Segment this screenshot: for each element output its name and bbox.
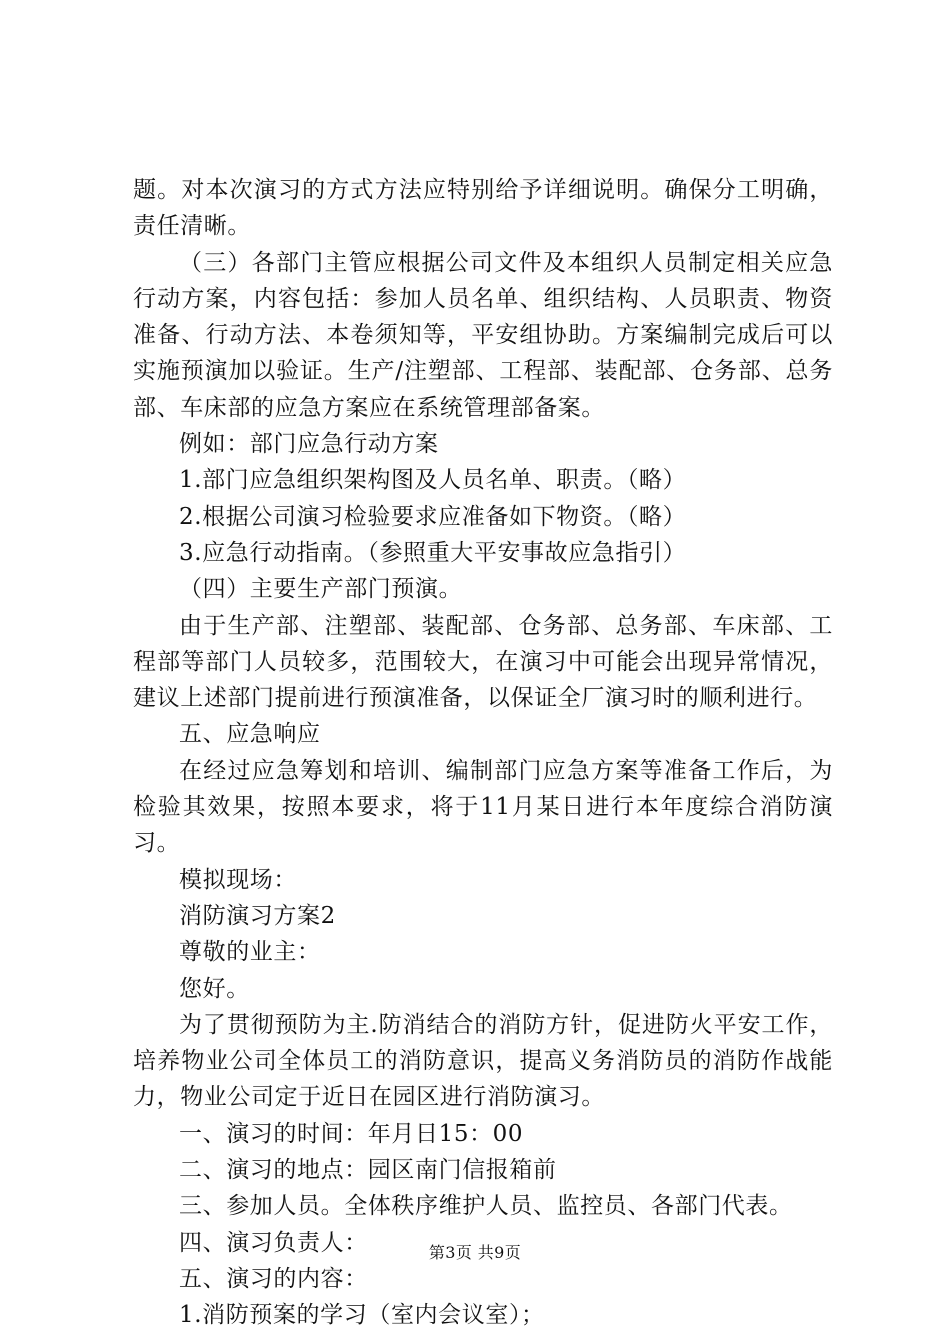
section-heading: 五、应急响应	[179, 721, 321, 748]
list-item: 1.部门应急组织架构图及人员名单、职责。（略）	[179, 467, 687, 494]
list-item: 三、参加人员。全体秩序维护人员、监控员、各部门代表。	[179, 1193, 793, 1220]
list-item: 五、演习的内容：	[179, 1265, 368, 1292]
list-item: 四、演习负责人：	[179, 1229, 368, 1256]
paragraph-continuation: 题。对本次演习的方式方法应特别给予详细说明。确保分工明确，责任清晰。	[133, 177, 833, 240]
list-item: 一、演习的时间：年月日15：00	[179, 1120, 524, 1147]
page-number-footer: 第3页 共9页	[428, 1243, 522, 1262]
list-item: 1.消防预案的学习（室内会议室）；	[179, 1302, 545, 1329]
salutation: 尊敬的业主：	[179, 939, 321, 966]
paragraph-example: 例如：部门应急行动方案	[179, 431, 439, 458]
paragraph-purpose: 为了贯彻预防为主.防消结合的消防方针，促进防火平安工作，培养物业公司全体员工的消防意识，提高义务消防员的消防作战能力，物业公司定于近日在园区进行消防演习。	[133, 1011, 833, 1111]
document-subtitle: 消防演习方案2	[179, 902, 336, 929]
greeting: 您好。	[179, 975, 250, 1002]
paragraph-simulation: 模拟现场：	[179, 866, 297, 893]
section-heading: （四）主要生产部门预演。	[179, 576, 463, 603]
paragraph-dept-plan: （三）各部门主管应根据公司文件及本组织人员制定相关应急行动方案，内容包括：参加人员名单、组织结构、人员职责、物资准备、行动方法、本卷须知等，平安组协助。方案编制完成后可以实施预演加以验证。生产/注塑部、工程部、装配部、仓务部、总务部、车床部的应急方案应在系统管理部备案。	[133, 249, 833, 421]
document-body	[133, 172, 833, 1334]
list-item: 2.根据公司演习检验要求应准备如下物资。（略）	[179, 503, 687, 530]
list-item: 3.应急行动指南。（参照重大平安事故应急指引）	[179, 539, 687, 566]
paragraph-response: 在经过应急筹划和培训、编制部门应急方案等准备工作后，为检验其效果，按照本要求，将于11月某日进行本年度综合消防演习。	[133, 757, 833, 857]
list-item: 二、演习的地点：园区南门信报箱前	[179, 1157, 557, 1184]
paragraph-rehearsal: 由于生产部、注塑部、装配部、仓务部、总务部、车床部、工程部等部门人员较多，范围较大，在演习中可能会出现异常情况，建议上述部门提前进行预演准备，以保证全厂演习时的顺利进行。	[133, 612, 833, 712]
